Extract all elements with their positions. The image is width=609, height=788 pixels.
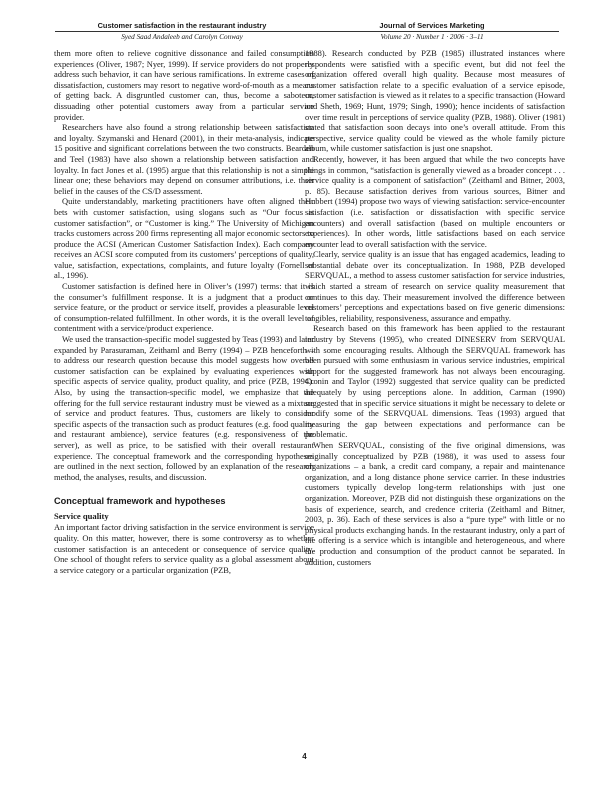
paragraph: When SERVQUAL, consisting of the five original dimensions, was originally conceptualized by PZB (1988), it was used to assess four organizations – a bank, a credit card company, a repair and maintenance organization, and a long distance phone service carrier. In these industries customers typically develop long-term relationships with just one organization. Moreover, PZB did not distinguish these organizations on the basis of experience, search, and credence criteria (Zeithaml and Bitner, 2003, p. 36). Each of these services is also a “pure type” with little or no physical products exchanging hands. In the restaurant industry, only a part of the offering is a service which is intangible and heterogeneous, and where the production and consumption of the product cannot be separated. In addition, customers <box>305 439 565 567</box>
paragraph: Customer satisfaction is defined here in Oliver’s (1997) terms: that it is the consumer’s fulfillment response. It is a judgment that a product or service feature, or the product or service itself, provides a pleasurable level of consumption-related fulfillment. In other words, it is the overall level of contentment with a service/product experience. <box>54 281 314 334</box>
paragraph: Clearly, service quality is an issue that has engaged academics, leading to substantial debate over its conceptualization. In 1988, PZB developed SERVQUAL, a method to assess customer satisfaction for service industries, which started a stream of research on service quality measurement that continues to this day. Their measurement involved the difference between customers’ perceptions and expectations based on five generic dimensions: tangibles, reliability, responsiveness, assurance and empathy. <box>305 249 565 323</box>
paragraph: them more often to relieve cognitive dissonance and failed consumption experiences (Oliver, 1987; Nyer, 1999). If service providers do not properly address such behavior, it can have serious ramifications. In extreme cases of dissatisfaction, customers may resort to negative word-of-mouth as a means of getting back. A disgruntled customer can, thus, become a saboteur, dissuading other potential customers away from a particular service provider. <box>54 48 314 122</box>
volume-line: Volume 20 · Number 1 · 2006 · 3–11 <box>380 33 484 41</box>
paragraph: Researchers have also found a strong relationship between satisfaction and loyalty. Szymanski and Henard (2001), in their meta-analysis, indicate 15 positive and significant correlations between the two constructs. Bearden and Teel (1983) have also shown a relationship between satisfaction and loyalty. In fact Jones et al. (1995) argue that this relationship is not a simple linear one; these behaviors may depend on consumer attributions, i.e. their belief in the causes of the CS/D assessment. <box>54 122 314 196</box>
section-heading: Conceptual framework and hypotheses <box>54 496 226 507</box>
paragraph: Research based on this framework has been applied to the restaurant industry by Stevens (1995), who created DINESERV from SERVQUAL with some encouraging results. Although the SERVQUAL framework has been pursued with some enthusiasm in various service industries, empirical support for the suggested framework has not always been encouraging. Cronin and Taylor (1992) suggested that service quality can be predicted adequately by using perceptions alone. In addition, Carman (1990) suggested that in specific service situations it might be necessary to delete or modify some of the SERVQUAL dimensions. Teas (1993) argued that measuring the gap between expectations and performance can be problematic. <box>305 323 565 440</box>
paragraph: Quite understandably, marketing practitioners have often aligned their bets with customer satisfaction, using slogans such as “Our focus is customer satisfaction”, or “Customer is king.” The University of Michigan tracks customers across 200 firms representing all major economic sectors to produce the ACSI (American Customer Satisfaction Index). Each company receives an ACSI score computed from its customers’ perceptions of quality, value, satisfaction, expectations, complaints, and future loyalty (Fornell et al., 1996). <box>54 196 314 281</box>
author-line: Syed Saad Andaleeb and Carolyn Conway <box>121 33 243 41</box>
running-header-left <box>55 21 309 32</box>
subsection-heading: Service quality <box>54 511 109 522</box>
journal-article-title: Customer satisfaction in the restaurant industry <box>55 21 309 32</box>
paragraph: We used the transaction-specific model suggested by Teas (1993) and later expanded by Parasuraman, Zeithaml and Berry (1994) – PZB henceforth – to address our research question because this model suggests how overall customer satisfaction can be explained by evaluating experiences with specific aspects of service quality, product quality, and price (PZB, 1994). Also, by using the transaction-specific model, we emphasize that the offering for the full service restaurant industry must be viewed as a mixture of service and product features. Thus, customers are likely to consider specific aspects of the transaction such as product features (e.g. food quality and restaurant ambience), service features (e.g. responsiveness of the server), as well as price, to be satisfied with their overall restaurant experience. The conceptual framework and the corresponding hypotheses are outlined in the next section, followed by an explanation of the research method, the analyses, results, and discussion. <box>54 334 314 482</box>
paragraph: An important factor driving satisfaction in the service environment is service quality. On this matter, however, there is some controversy as to whether customer satisfaction is an antecedent or consequence of service quality. One school of thought refers to service quality as a global assessment about a service category or a particular organization (PZB, <box>54 522 314 575</box>
page-number: 4 <box>302 752 307 761</box>
paragraph: 1988). Research conducted by PZB (1985) illustrated instances where respondents were satisfied with a specific event, but did not feel the organization offered overall high quality. Because most measures of customer satisfaction relate to a specific evaluation of a service episode, customer satisfaction is viewed as it relates to a specific transaction (Howard and Sheth, 1969; Hunt, 1979; Singh, 1990); hence incidents of satisfaction over time result in perceptions of service quality (PZB, 1988). Oliver (1981) stated that satisfaction soon decays into one’s overall attitude. From this perspective, service quality could be viewed as the whole family picture album, while customer satisfaction is just one snapshot. <box>305 48 565 154</box>
paragraph: Recently, however, it has been argued that while the two concepts have things in common, “satisfaction is generally viewed as a broader concept . . . service quality is a component of satisfaction” (Zeithaml and Bitner, 2003, p. 85). Because satisfaction derives from various sources, Bitner and Hubbert (1994) propose two ways of viewing satisfaction: service-encounter satisfaction (i.e. satisfaction or dissatisfaction with specific service encounters) and overall satisfaction (based on multiple encounters or experiences). In other words, little satisfactions based on each service encounter lead to overall satisfaction with the service. <box>305 153 565 249</box>
right-column <box>305 48 565 567</box>
left-column <box>54 48 314 575</box>
running-header-right <box>305 21 559 32</box>
journal-name: Journal of Services Marketing <box>305 21 559 32</box>
